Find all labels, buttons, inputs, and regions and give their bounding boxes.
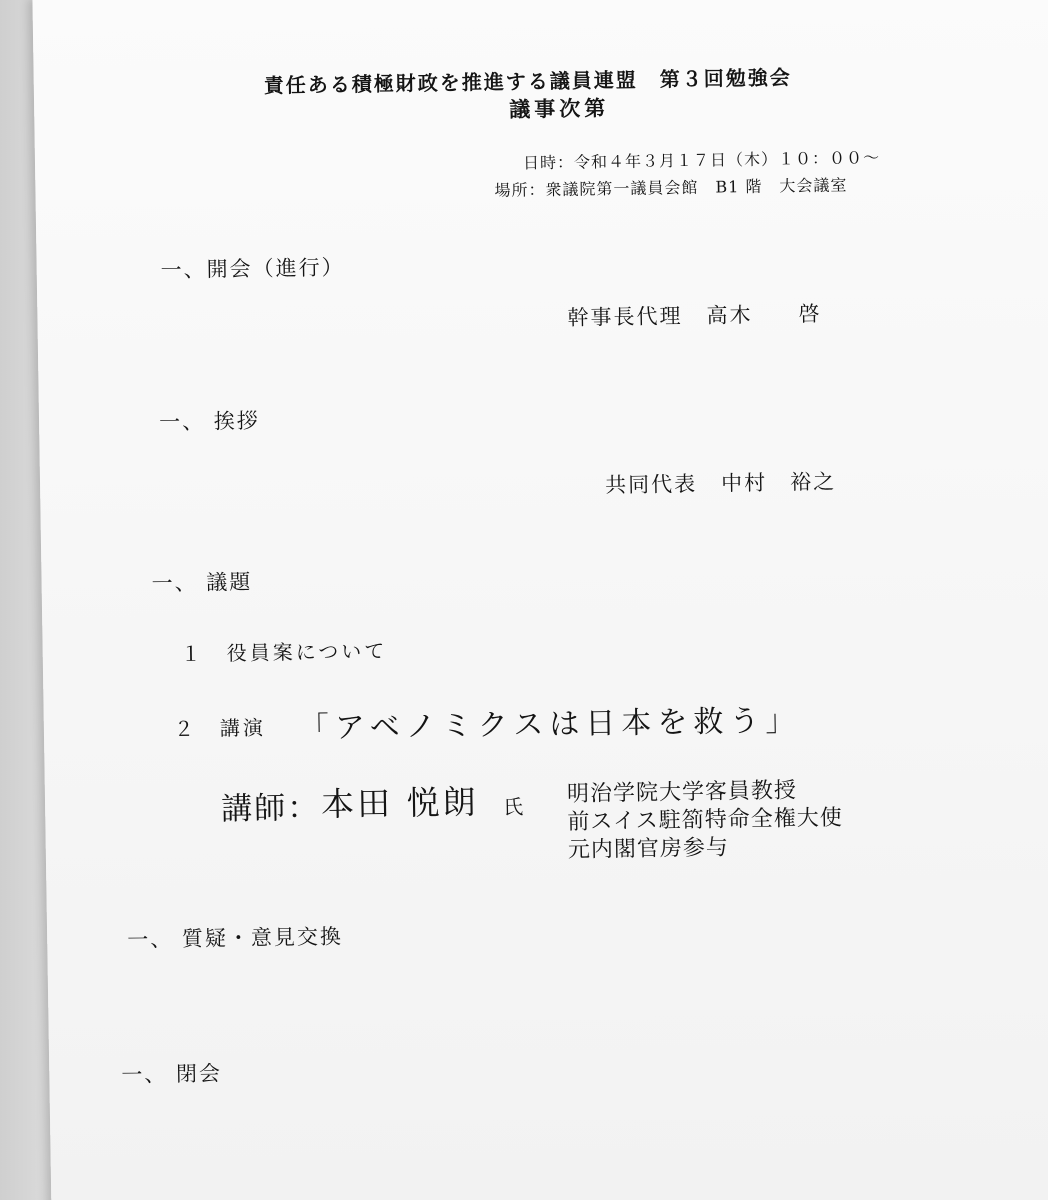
document-subtitle: 議事次第 <box>509 95 610 122</box>
speaker-honorific: 氏 <box>502 794 525 819</box>
lecture-title: 「アベノミクスは日本を救う」 <box>298 703 802 747</box>
greeting-name: 中村 裕之 <box>720 469 837 496</box>
topic-item-1: １ 役員案について <box>180 638 388 666</box>
opening-presenter <box>567 298 821 332</box>
agenda-paper <box>32 0 1048 1200</box>
speaker-credential-3: 元内閣官房参与 <box>567 835 730 863</box>
speaker-label: 講師： <box>220 789 321 828</box>
speaker-credential-1: 明治学院大学客員教授 <box>566 778 798 807</box>
topic-item-2-number: ２ 講演 <box>173 715 267 742</box>
greeting-role: 共同代表 <box>604 471 698 498</box>
document-title: 責任ある積極財政を推進する議員連盟 第３回勉強会 <box>263 65 792 98</box>
opening-heading: 一、開会（進行） <box>160 255 345 283</box>
opening-role: 幹事長代理 <box>567 304 683 330</box>
greeting-heading: 一、 挨拶 <box>158 408 260 435</box>
speaker-name: 本田 悦朗 <box>320 782 479 824</box>
opening-name: 高木 啓 <box>706 301 822 328</box>
topics-heading: 一、 議題 <box>151 569 253 596</box>
greeting-presenter <box>605 466 836 500</box>
meeting-place: 場所：衆議院第一議員会館 B1 階 大会議室 <box>494 175 848 201</box>
qa-heading: 一、 質疑・意見交換 <box>127 924 344 952</box>
closing-heading: 一、 閉会 <box>121 1061 223 1087</box>
speaker-credential-2: 前スイス駐箚特命全権大使 <box>567 805 843 835</box>
meeting-datetime: 日時：令和４年３月１７日（木）１０：００～ <box>522 147 881 173</box>
